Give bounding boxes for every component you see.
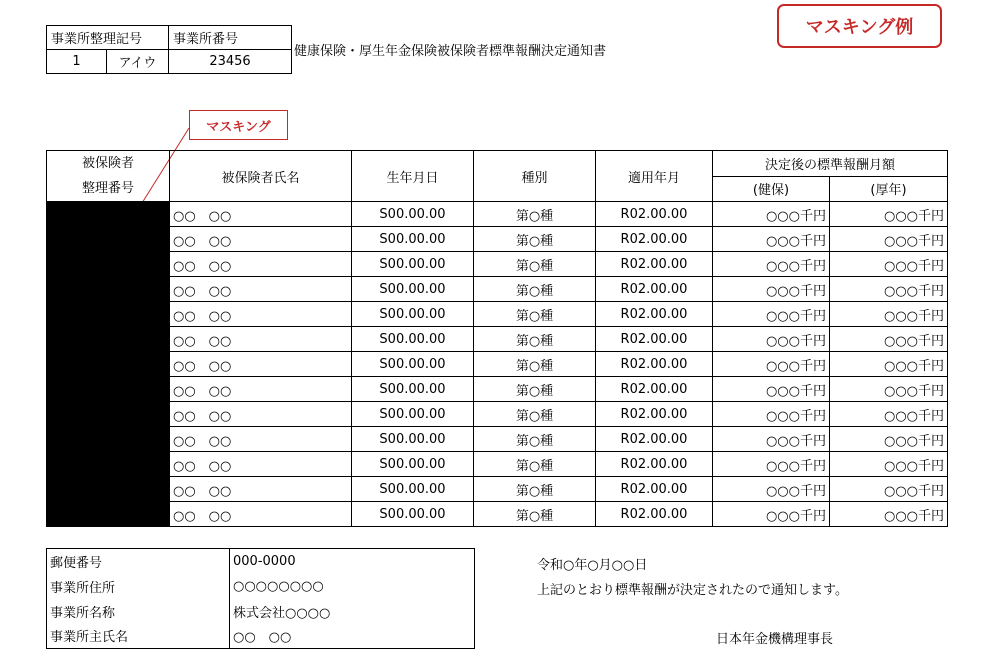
pension-amount-cell: ○○○千円 [830,277,948,302]
table-row [47,252,948,277]
pension-header: (厚年) [830,176,948,202]
health-amount-cell: ○○○千円 [713,352,830,377]
applied-month-cell: R02.00.00 [596,302,713,327]
health-amount-cell: ○○○千円 [713,477,830,502]
name-header: 被保険者氏名 [170,151,352,202]
health-amount-cell: ○○○千円 [713,452,830,477]
table-row [47,427,948,452]
birthdate-cell: S00.00.00 [352,452,474,477]
insured-name-cell: ○○ ○○ [170,327,352,352]
health-amount-cell: ○○○千円 [713,252,830,277]
birthdate-cell: S00.00.00 [352,427,474,452]
applied-month-cell: R02.00.00 [596,502,713,527]
masked-insured-number [47,227,170,252]
pension-amount-cell: ○○○千円 [830,252,948,277]
pension-amount-cell: ○○○千円 [830,202,948,227]
applied-month-cell: R02.00.00 [596,202,713,227]
masked-insured-number [47,377,170,402]
birthdate-cell: S00.00.00 [352,327,474,352]
table-row [47,402,948,427]
masked-insured-number [47,427,170,452]
masking-label-box: マスキング [189,110,288,140]
pension-amount-cell: ○○○千円 [830,402,948,427]
health-amount-cell: ○○○千円 [713,402,830,427]
monthly-amount-header: 決定後の標準報酬月額 [713,151,948,177]
address-row [47,599,475,624]
address-row [47,549,475,574]
pension-amount-cell: ○○○千円 [830,227,948,252]
health-header: (健保) [713,176,830,202]
masked-insured-number [47,277,170,302]
address-value: 000-0000 [233,553,296,569]
table-row [47,277,948,302]
address-value: ○○ ○○ [233,630,292,646]
standard-remuneration-table [46,150,948,527]
birthdate-cell: S00.00.00 [352,302,474,327]
health-amount-cell: ○○○千円 [713,202,830,227]
health-amount-cell: ○○○千円 [713,227,830,252]
insured-name-cell: ○○ ○○ [170,427,352,452]
insured-name-cell: ○○ ○○ [170,252,352,277]
birthdate-cell: S00.00.00 [352,227,474,252]
health-amount-cell: ○○○千円 [713,502,830,527]
birthdate-cell: S00.00.00 [352,377,474,402]
applied-month-cell: R02.00.00 [596,252,713,277]
pension-amount-cell: ○○○千円 [830,502,948,527]
birthdate-header: 生年月日 [352,151,474,202]
pension-amount-cell: ○○○千円 [830,352,948,377]
insured-name-cell: ○○ ○○ [170,227,352,252]
type-cell: 第○種 [474,502,596,527]
insured-name-cell: ○○ ○○ [170,452,352,477]
applied-month-cell: R02.00.00 [596,227,713,252]
type-cell: 第○種 [474,427,596,452]
type-cell: 第○種 [474,327,596,352]
table-row [47,502,948,527]
masked-insured-number [47,352,170,377]
table-row [47,352,948,377]
insured-name-cell: ○○ ○○ [170,202,352,227]
insured-name-cell: ○○ ○○ [170,477,352,502]
address-row [47,574,475,599]
office-info-table [46,25,292,74]
insured-number-header-line1: 被保険者 [81,156,134,171]
insured-name-cell: ○○ ○○ [170,352,352,377]
masked-insured-number [47,502,170,527]
type-cell: 第○種 [474,477,596,502]
applied-month-header: 適用年月 [596,151,713,202]
applied-month-cell: R02.00.00 [596,277,713,302]
office-code-number: 1 [47,50,107,74]
masking-example-badge: マスキング例 [777,4,942,48]
address-label: 郵便番号 [47,549,230,574]
applied-month-cell: R02.00.00 [596,427,713,452]
applied-month-cell: R02.00.00 [596,352,713,377]
masked-insured-number [47,452,170,477]
office-info-value-row [47,50,292,74]
table-row [47,227,948,252]
health-amount-cell: ○○○千円 [713,377,830,402]
birthdate-cell: S00.00.00 [352,202,474,227]
address-value: 株式会社○○○○ [233,605,331,621]
insured-number-header-line2: 整理番号 [81,181,134,196]
table-row [47,377,948,402]
birthdate-cell: S00.00.00 [352,402,474,427]
address-value: ○○○○○○○○ [233,578,324,594]
birthdate-cell: S00.00.00 [352,477,474,502]
table-row [47,477,948,502]
type-cell: 第○種 [474,302,596,327]
insured-name-cell: ○○ ○○ [170,277,352,302]
masked-insured-number [47,252,170,277]
pension-amount-cell: ○○○千円 [830,427,948,452]
type-cell: 第○種 [474,452,596,477]
type-cell: 第○種 [474,377,596,402]
masked-insured-number [47,402,170,427]
office-number-value: 23456 [169,50,292,74]
insured-name-cell: ○○ ○○ [170,402,352,427]
notice-text: 上記のとおり標準報酬が決定されたので通知します。 [537,583,848,598]
masked-insured-number [47,302,170,327]
type-cell: 第○種 [474,227,596,252]
masked-insured-number [47,477,170,502]
birthdate-cell: S00.00.00 [352,502,474,527]
table-row [47,302,948,327]
applied-month-cell: R02.00.00 [596,327,713,352]
address-body [47,549,475,649]
pension-amount-cell: ○○○千円 [830,377,948,402]
type-cell: 第○種 [474,277,596,302]
applied-month-cell: R02.00.00 [596,377,713,402]
health-amount-cell: ○○○千円 [713,302,830,327]
table-body [47,202,948,527]
document-title: 健康保険・厚生年金保険被保険者標準報酬決定通知書 [294,44,607,59]
office-code-header: 事業所整理記号 [47,26,169,50]
issuer-name: 日本年金機構理事長 [716,632,834,647]
address-label: 事業所主氏名 [47,624,230,649]
address-label: 事業所住所 [47,574,230,599]
pension-amount-cell: ○○○千円 [830,452,948,477]
applied-month-cell: R02.00.00 [596,477,713,502]
table-row [47,202,948,227]
office-info-header-row [47,26,292,50]
table-row [47,327,948,352]
type-cell: 第○種 [474,402,596,427]
health-amount-cell: ○○○千円 [713,277,830,302]
health-amount-cell: ○○○千円 [713,327,830,352]
type-cell: 第○種 [474,252,596,277]
masked-insured-number [47,202,170,227]
address-row [47,624,475,649]
type-cell: 第○種 [474,202,596,227]
insured-name-cell: ○○ ○○ [170,377,352,402]
birthdate-cell: S00.00.00 [352,252,474,277]
office-code-kana: アイウ [107,50,169,74]
health-amount-cell: ○○○千円 [713,427,830,452]
notice-date: 令和○年○月○○日 [537,558,648,573]
type-cell: 第○種 [474,352,596,377]
type-header: 種別 [474,151,596,202]
office-address-table [46,548,475,649]
applied-month-cell: R02.00.00 [596,402,713,427]
birthdate-cell: S00.00.00 [352,277,474,302]
address-label: 事業所名称 [47,599,230,624]
birthdate-cell: S00.00.00 [352,352,474,377]
table-row [47,452,948,477]
masked-insured-number [47,327,170,352]
insured-name-cell: ○○ ○○ [170,502,352,527]
pension-amount-cell: ○○○千円 [830,327,948,352]
insured-name-cell: ○○ ○○ [170,302,352,327]
table-header-row-1 [47,151,948,177]
office-number-header: 事業所番号 [169,26,292,50]
pension-amount-cell: ○○○千円 [830,302,948,327]
pension-amount-cell: ○○○千円 [830,477,948,502]
applied-month-cell: R02.00.00 [596,452,713,477]
insured-number-header [47,151,170,202]
